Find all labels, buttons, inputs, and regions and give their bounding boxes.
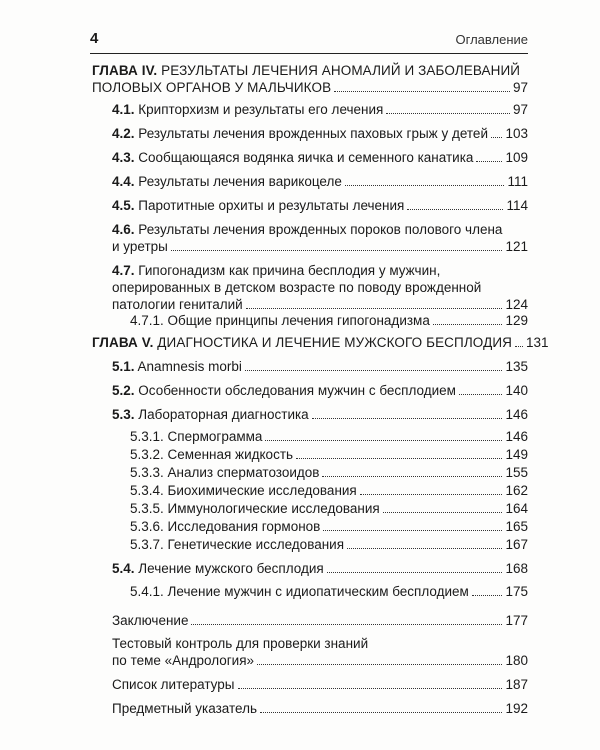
subsection-title: 5.3.3. Анализ сперматозоидов xyxy=(130,465,320,480)
leader-dots xyxy=(246,308,503,309)
section-title: Лечение мужского бесплодия xyxy=(138,561,324,576)
subsection-title: 5.4.1. Лечение мужчин с идиопатическим бесплодием xyxy=(130,584,469,599)
page-ref: 146 xyxy=(505,429,528,444)
leader-dots xyxy=(191,624,502,625)
section-number: 5.1. xyxy=(112,359,135,374)
page-ref: 187 xyxy=(505,677,528,692)
chapter-title-line2: ПОЛОВЫХ ОРГАНОВ У МАЛЬЧИКОВ xyxy=(92,80,332,95)
chapter-title: ДИАГНОСТИКА И ЛЕЧЕНИЕ МУЖСКОГО БЕСПЛОДИЯ xyxy=(157,335,512,350)
entry-title: Заключение xyxy=(112,613,189,628)
leader-dots xyxy=(459,394,503,395)
toc-subsection-5-3-3[interactable] xyxy=(130,464,528,481)
subsection-title: 5.3.7. Генетические исследования xyxy=(130,537,345,552)
page-ref: 146 xyxy=(505,407,528,422)
leader-dots xyxy=(260,712,502,713)
section-title-line2: и уретры xyxy=(112,239,168,254)
page-ref: 121 xyxy=(505,239,528,254)
toc-chapter-4[interactable] xyxy=(92,62,528,96)
toc-section-5-3[interactable] xyxy=(112,406,528,423)
section-title: Паротитные орхиты и результаты лечения xyxy=(138,198,405,213)
leader-dots xyxy=(257,664,502,665)
toc-section-5-4[interactable] xyxy=(112,560,528,577)
subsection-title: 5.3.6. Исследования гормонов xyxy=(130,519,321,534)
page-ref: 131 xyxy=(525,335,549,350)
toc-chapter-5[interactable] xyxy=(92,334,549,351)
chapter-title-line1: РЕЗУЛЬТАТЫ ЛЕЧЕНИЯ АНОМАЛИЙ И ЗАБОЛЕВАНИЙ xyxy=(161,63,521,78)
page-ref: 165 xyxy=(505,519,528,534)
leader-dots xyxy=(296,458,502,459)
page-ref: 155 xyxy=(505,465,528,480)
leader-dots xyxy=(383,512,503,513)
leader-dots xyxy=(476,161,502,162)
entry-title-line1: Тестовый контроль для проверки знаний xyxy=(112,636,369,651)
toc-subsection-5-3-5[interactable] xyxy=(130,500,528,517)
section-number: 5.4. xyxy=(112,561,135,576)
leader-dots xyxy=(407,209,503,210)
section-title: Anamnesis morbi xyxy=(137,359,242,374)
toc-conclusion[interactable] xyxy=(112,612,528,629)
leader-dots xyxy=(360,494,503,495)
leader-dots xyxy=(345,185,505,186)
toc-subject-index[interactable] xyxy=(112,700,528,717)
leader-dots xyxy=(491,137,502,138)
section-number: 4.1. xyxy=(112,102,135,117)
section-number: 4.6. xyxy=(112,222,135,237)
leader-dots xyxy=(334,91,510,92)
leader-dots xyxy=(322,476,502,477)
section-title-line1: Гипогонадизм как причина бесплодия у мужчин, xyxy=(138,263,441,278)
section-title: Лабораторная диагностика xyxy=(138,407,309,422)
toc-section-5-1[interactable] xyxy=(112,358,528,375)
subsection-title: 5.3.4. Биохимические исследования xyxy=(130,483,357,498)
toc-subsection-5-3-6[interactable] xyxy=(130,518,528,535)
chapter-label: ГЛАВА V. xyxy=(92,335,154,350)
subsection-title: 5.3.1. Спермограмма xyxy=(130,429,263,444)
page-ref: 192 xyxy=(505,701,528,716)
toc-section-4-1[interactable] xyxy=(112,101,528,118)
leader-dots xyxy=(433,324,503,325)
section-title: Результаты лечения варикоцеле xyxy=(138,174,342,189)
leader-dots xyxy=(171,250,503,251)
section-title-line1: Результаты лечения врожденных пороков полового члена xyxy=(138,222,503,237)
section-title: Результаты лечения врожденных паховых грыж у детей xyxy=(138,126,488,141)
toc-subsection-5-3-4[interactable] xyxy=(130,482,528,499)
toc-subsection-5-3-1[interactable] xyxy=(130,428,528,445)
chapter-label: ГЛАВА IV. xyxy=(92,63,158,78)
section-title: Крипторхизм и результаты его лечения xyxy=(138,102,384,117)
toc-section-4-2[interactable] xyxy=(112,125,528,142)
page-ref: 177 xyxy=(505,613,528,628)
page-ref: 168 xyxy=(505,561,528,576)
page-ref: 135 xyxy=(505,359,528,374)
toc-subsection-5-3-7[interactable] xyxy=(130,536,528,553)
entry-title: Предметный указатель xyxy=(112,701,257,716)
page-ref: 129 xyxy=(505,313,528,328)
toc-section-4-3[interactable] xyxy=(112,149,528,166)
leader-dots xyxy=(238,688,503,689)
leader-dots xyxy=(515,346,523,347)
toc-section-4-5[interactable] xyxy=(112,197,528,214)
running-title: Оглавление xyxy=(455,32,528,47)
section-number: 4.3. xyxy=(112,150,135,165)
toc-section-4-4[interactable] xyxy=(112,173,528,190)
toc-section-4-7[interactable] xyxy=(112,262,528,313)
leader-dots xyxy=(312,418,503,419)
section-number: 5.2. xyxy=(112,383,135,398)
toc-test-control[interactable] xyxy=(112,635,528,669)
entry-title-line2: по теме «Андрология» xyxy=(112,653,255,668)
page-ref: 167 xyxy=(505,537,528,552)
page-ref: 114 xyxy=(506,198,528,213)
section-number: 4.2. xyxy=(112,126,135,141)
section-number: 4.5. xyxy=(112,198,135,213)
section-number: 4.7. xyxy=(112,263,135,278)
toc-section-4-6[interactable] xyxy=(112,221,528,255)
leader-dots xyxy=(323,530,502,531)
page-ref: 97 xyxy=(512,80,528,95)
subsection-title: 5.3.2. Семенная жидкость xyxy=(130,447,294,462)
section-title-line3: патологии гениталий xyxy=(112,297,243,312)
section-title-line2: оперированных в детском возрасте по поводу врожденной xyxy=(112,280,482,295)
page-ref: 97 xyxy=(512,102,528,117)
leader-dots xyxy=(386,113,510,114)
section-number: 4.4. xyxy=(112,174,135,189)
page-ref: 103 xyxy=(505,126,528,141)
page-ref: 149 xyxy=(505,447,528,462)
page-ref: 124 xyxy=(505,297,528,312)
leader-dots xyxy=(245,370,503,371)
subsection-title: 5.3.5. Иммунологические исследования xyxy=(130,501,380,516)
page-ref: 140 xyxy=(505,383,528,398)
page-ref: 162 xyxy=(505,483,528,498)
leader-dots xyxy=(327,572,503,573)
toc-subsection-5-3-2[interactable] xyxy=(130,446,528,463)
leader-dots xyxy=(472,595,503,596)
toc-subsection-4-7-1[interactable] xyxy=(130,312,528,329)
toc-section-5-2[interactable] xyxy=(112,382,528,399)
page-ref: 180 xyxy=(505,653,528,668)
toc-subsection-5-4-1[interactable] xyxy=(130,583,528,600)
page-number: 4 xyxy=(90,30,99,47)
leader-dots xyxy=(347,548,502,549)
page-ref: 109 xyxy=(505,150,528,165)
entry-title: Список литературы xyxy=(112,677,235,692)
page-ref: 175 xyxy=(505,584,528,599)
subsection-title: 4.7.1. Общие принципы лечения гипогонадизма xyxy=(130,313,430,328)
toc-references[interactable] xyxy=(112,676,528,693)
section-number: 5.3. xyxy=(112,407,135,422)
section-title: Сообщающаяся водянка яичка и семенного канатика xyxy=(138,150,474,165)
leader-dots xyxy=(265,440,502,441)
page-ref: 164 xyxy=(505,501,528,516)
page-ref: 111 xyxy=(507,174,528,189)
section-title: Особенности обследования мужчин с бесплодием xyxy=(138,383,456,398)
